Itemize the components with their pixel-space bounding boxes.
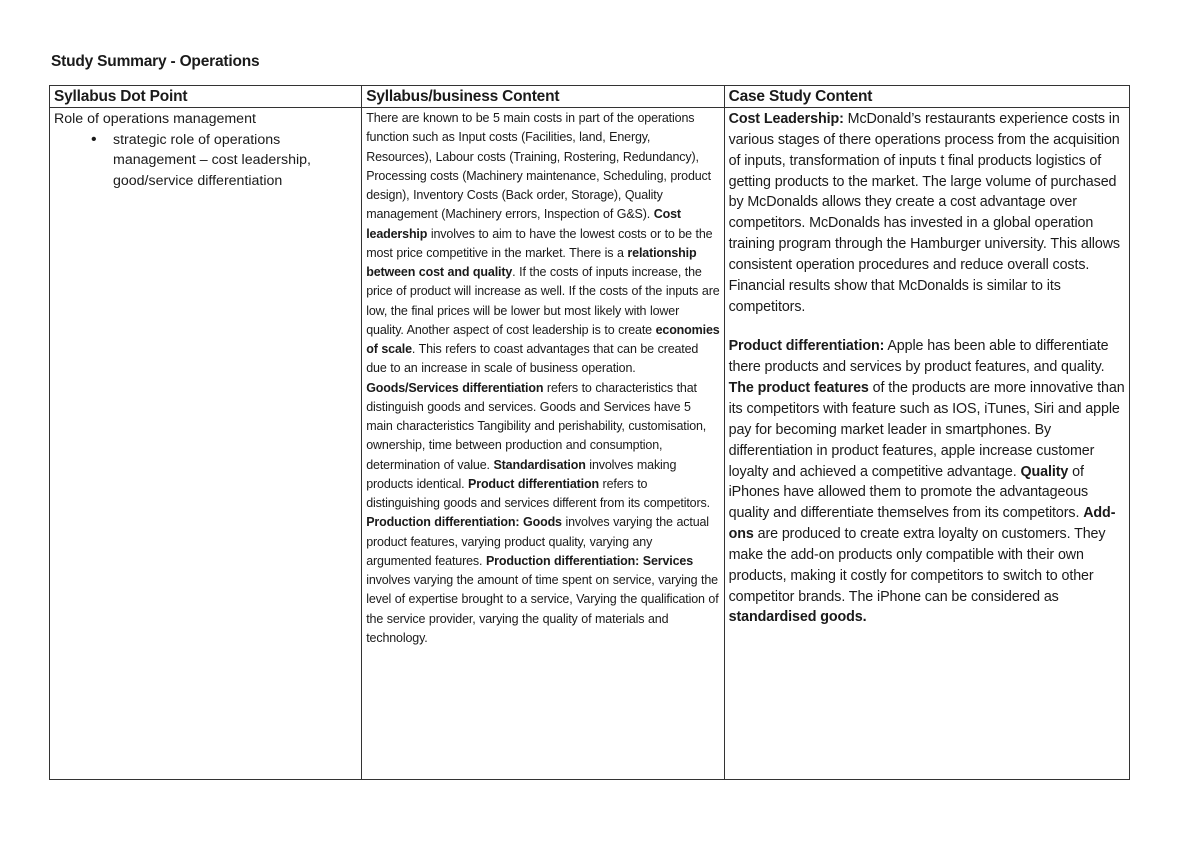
term-production-differentiation-goods: Production differentiation: Goods	[366, 515, 562, 530]
term-cost-quality-relationship: relationship between cost and quality	[366, 245, 697, 279]
text-span: Apple has been able to differentiate there products and services by product features, and quality.	[728, 338, 1109, 376]
dot-point-cell	[50, 108, 362, 780]
term-cost-leadership: Cost leadership	[366, 207, 681, 241]
text-span: involves varying the amount of time spent on service, varying the level of expertise brought to a service, Varying the qualification of the service provider, varying the quality of materials and technology.	[366, 573, 719, 645]
case-study-paragraph-mcdonalds	[729, 109, 1125, 317]
text-span: are produced to create extra loyalty on customers. They make the add-on products only compatible with their own products, making it costly for competitors to switch to other competitor brands. The iPhone can be considered as	[728, 526, 1106, 605]
term-product-differentiation: Product differentiation	[468, 476, 599, 491]
business-content-cell	[362, 108, 724, 780]
text-span: . If the costs of inputs increase, the price of product will increase as well. If the costs of the inputs are low, the final prices will be lower but most likely with lower quality. Another aspect of cost leadership is to create	[366, 265, 720, 337]
header-syllabus-dot-point: Syllabus Dot Point	[50, 86, 362, 108]
summary-table	[49, 85, 1130, 780]
term-product-features: The product features	[728, 380, 869, 397]
case-study-cell	[724, 108, 1129, 780]
text-span: . This refers to coast advantages that can be created due to an increase in scale of business operation.	[366, 342, 699, 376]
term-standardised-goods: standardised goods.	[728, 609, 867, 626]
header-case-study-content: Case Study Content	[724, 86, 1129, 108]
dot-point-bullet: • strategic role of operations management – cost leadership, good/service differentiation	[113, 130, 357, 192]
text-span: involves making products identical.	[366, 457, 677, 491]
dot-point-heading: Role of operations management	[54, 111, 256, 127]
term-production-differentiation-services: Production differentiation: Services	[485, 553, 694, 568]
text-span: refers to distinguishing goods and services different from its competitors.	[366, 476, 710, 510]
text-span: There are known to be 5 main costs in part of the operations function such as Input costs (Facilities, land, Energy, Resources), Labour costs (Training, Rostering, Redundancy), Processing costs (Machinery maintenance, Scheduling, product design), Inventory Costs (Back order, Storage), Quality management (Machinery errors, Inspection of G&S).	[366, 111, 711, 222]
term-product-differentiation-case: Product differentiation:	[728, 338, 885, 355]
text-span: refers to characteristics that distinguish goods and services. Goods and Services have 5 main characteristics Tangibility and perishability, customisation, ownership, time between production and consumption, determination of value.	[366, 380, 707, 472]
page-title: Study Summary - Operations	[51, 53, 260, 70]
term-standardisation: Standardisation	[493, 457, 586, 472]
dot-point-list	[54, 130, 357, 192]
header-syllabus-business-content: Syllabus/business Content	[362, 86, 724, 108]
term-economies-of-scale: economies of scale	[366, 322, 720, 356]
case-study-paragraph-apple	[729, 336, 1125, 628]
term-add-ons: Add-ons	[728, 505, 1116, 543]
term-cost-leadership-case: Cost Leadership:	[728, 111, 844, 127]
term-quality: Quality	[1020, 463, 1069, 480]
table-header-row	[50, 86, 1130, 108]
text-span: involves varying the actual product features, varying product quality, varying any argumented features.	[366, 515, 709, 568]
text-span: involves to aim to have the lowest costs or to be the most price competitive in the market. There is a	[366, 226, 713, 260]
term-goods-services-differentiation: Goods/Services differentiation	[366, 380, 544, 395]
table-row	[50, 108, 1130, 780]
text-span: of iPhones have allowed them to promote the advantageous quality and differentiate themselves from its competitors.	[728, 463, 1089, 522]
text-span: of the products are more innovative than its competitors with feature such as IOS, iTunes, Siri and apple pay for becoming market leader in smartphones. By differentiation in product features, apple increase customer loyalty and achieved a competitive advantage.	[728, 380, 1125, 480]
text-span: McDonald’s restaurants experience costs in various stages of there operations process from the acquisition of inputs, transformation of inputs t final products logistics of getting products to the market. The large volume of purchased by McDonalds allows they create a cost advantage over competitors. McDonalds has invested in a global operation training program through the Hamburger university. This allows consistent operation procedures and reduce overall costs. Financial results show that McDonalds is similar to its competitors.	[728, 111, 1120, 315]
